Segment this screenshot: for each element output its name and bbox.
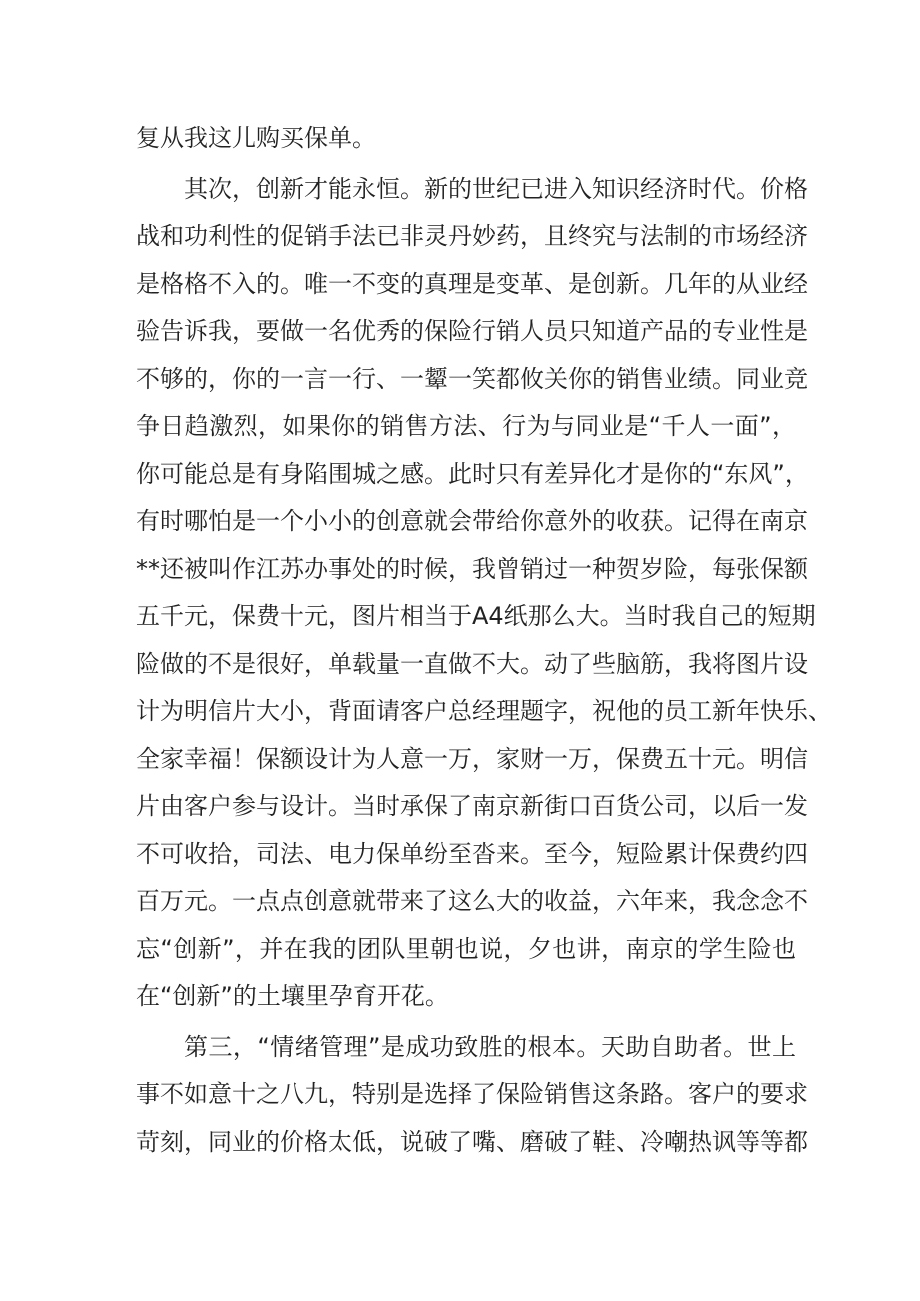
text-line: 验告诉我，要做一名优秀的保险行销人员只知道产品的专业性是	[136, 317, 808, 345]
text-line: 有时哪怕是一个小小的创意就会带给你意外的收获。记得在南京	[136, 507, 808, 535]
text-line: 在“创新”的土壤里孕育开花。	[136, 982, 449, 1010]
text-line: 片由客户参与设计。当时承保了南京新街口百货公司，以后一发	[136, 792, 808, 820]
text-line: 不够的，你的一言一行、一颦一笑都攸关你的销售业绩。同业竞	[136, 365, 808, 393]
text-line: 险做的不是很好，单载量一直做不大。动了些脑筋，我将图片设	[136, 650, 808, 678]
text-line: 不可收拾，司法、电力保单纷至沓来。至今，短险累计保费约四	[136, 840, 808, 868]
text-line: 争日趋激烈，如果你的销售方法、行为与同业是“千人一面”，	[136, 412, 796, 440]
text-line: **还被叫作江苏办事处的时候，我曾销过一种贺岁险，每张保额	[136, 555, 808, 583]
text-line: 计为明信片大小，背面请客户总经理题字，祝他的员工新年快乐、	[136, 697, 832, 725]
text-line: 事不如意十之八九，特别是选择了保险销售这条路。客户的要求	[136, 1080, 808, 1108]
text-line: 全家幸福！保额设计为人意一万，家财一万，保费五十元。明信	[136, 745, 808, 773]
text-line: 是格格不入的。唯一不变的真理是变革、是创新。几年的从业经	[136, 270, 808, 298]
paragraph-first-line: 其次，创新才能永恒。新的世纪已进入知识经济时代。价格	[184, 175, 808, 203]
text-line: 复从我这儿购买保单。	[136, 124, 376, 152]
text-line: 百万元。一点点创意就带来了这么大的收益，六年来，我念念不	[136, 887, 808, 915]
text-line: 战和功利性的促销手法已非灵丹妙药，且终究与法制的市场经济	[136, 222, 808, 250]
text-line: 你可能总是有身陷围城之感。此时只有差异化才是你的“东风”，	[136, 460, 809, 488]
text-line: 忘“创新”，并在我的团队里朝也说，夕也讲，南京的学生险也	[136, 935, 796, 963]
text-line: 苛刻，同业的价格太低，说破了嘴、磨破了鞋、冷嘲热讽等等都	[136, 1128, 808, 1156]
paragraph-first-line: 第三，“情绪管理”是成功致胜的根本。天助自助者。世上	[184, 1033, 796, 1061]
text-line: 五千元，保费十元，图片相当于A4纸那么大。当时我自己的短期	[136, 602, 816, 630]
